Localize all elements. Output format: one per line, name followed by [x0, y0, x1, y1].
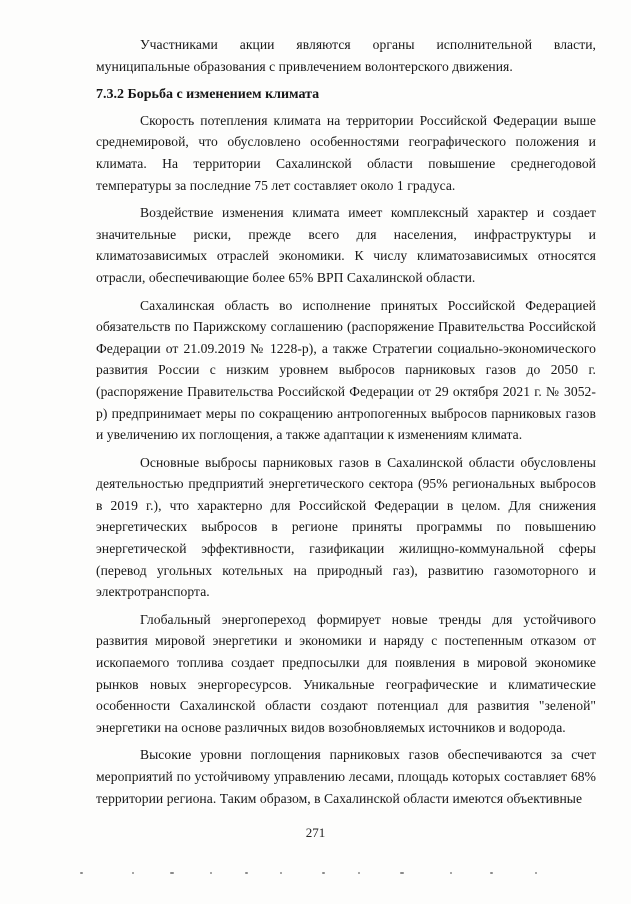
scan-artifact-line — [40, 872, 600, 880]
scan-speck — [358, 872, 360, 874]
scan-speck — [450, 872, 452, 874]
scan-speck — [322, 872, 325, 874]
paragraph-intro: Участниками акции являются органы исполнительной власти, муниципальные образования с привлечением волонтерского движения. — [96, 37, 596, 74]
scan-speck — [170, 872, 174, 874]
paragraph-3: Сахалинская область во исполнение принятых Российской Федерацией обязательств по Парижскому соглашению (распоряжение Правительства Российской Федерации от 21.09.2019 № 1228-р), а также Стратегии социально-экономического развития России с низким уровнем выбросов парниковых газов до 2050 г. (распоряжение Правительства Российской Федерации от 29 октября 2021 г. № 3052-р) предпринимает меры по сокращению антропогенных выбросов парниковых газов и увеличению их поглощения, а также адаптации к изменениям климата. — [96, 297, 596, 443]
paragraph-5: Глобальный энергопереход формирует новые тренды для устойчивого развития мировой энергетики и экономики и наряду с постепенным отказом от ископаемого топлива создает предпосылки для появления в мировой экономике рынков новых энергоресурсов. Уникальные географические и климатические особенности Сахалинской области создают потенциал для развития "зеленой" энергетики на основе различных видов возобновляемых источников и водорода. — [96, 611, 596, 735]
scan-speck — [210, 872, 212, 874]
section-heading: 7.3.2 Борьба с изменением климата — [96, 87, 320, 103]
paragraph-6: Высокие уровни поглощения парниковых газов обеспечиваются за счет мероприятий по устойчивому управлению лесами, площадь которых составляет 68% территории региона. Таким образом, в Сахалинской области имеются объективные — [96, 747, 596, 806]
paragraph-4: Основные выбросы парниковых газов в Сахалинской области обусловлены деятельностью предприятий энергетического сектора (95% региональных выбросов в 2019 г.), что характерно для Российской Федерации в целом. Для снижения энергетических выбросов в регионе приняты программы по повышению энергетической эффективности, газификации жилищно-коммунальной сферы (перевод угольных котельных на природный газ), развитию газомоторного и электротранспорта. — [96, 454, 596, 600]
page-number: 271 — [305, 825, 326, 840]
scan-speck — [280, 872, 282, 874]
paragraph-2: Воздействие изменения климата имеет комплексный характер и создает значительные риски, прежде всего для населения, инфраструктуры и климатозависимых отраслей экономики. К числу климатозависимых относятся отрасли, обеспечивающие более 65% ВРП Сахалинской области. — [96, 205, 596, 285]
scan-speck — [535, 872, 537, 874]
scan-speck — [400, 872, 404, 874]
paragraph-1: Скорость потепления климата на территории Российской Федерации выше среднемировой, что обусловлено особенностями географического положения и климата. На территории Сахалинской области повышение среднегодовой температуры за последние 75 лет составляет около 1 градуса. — [96, 112, 596, 193]
page-content — [96, 34, 596, 815]
scan-speck — [132, 872, 134, 874]
scan-speck — [490, 872, 493, 874]
scan-speck — [245, 872, 248, 874]
scan-speck — [80, 872, 83, 874]
